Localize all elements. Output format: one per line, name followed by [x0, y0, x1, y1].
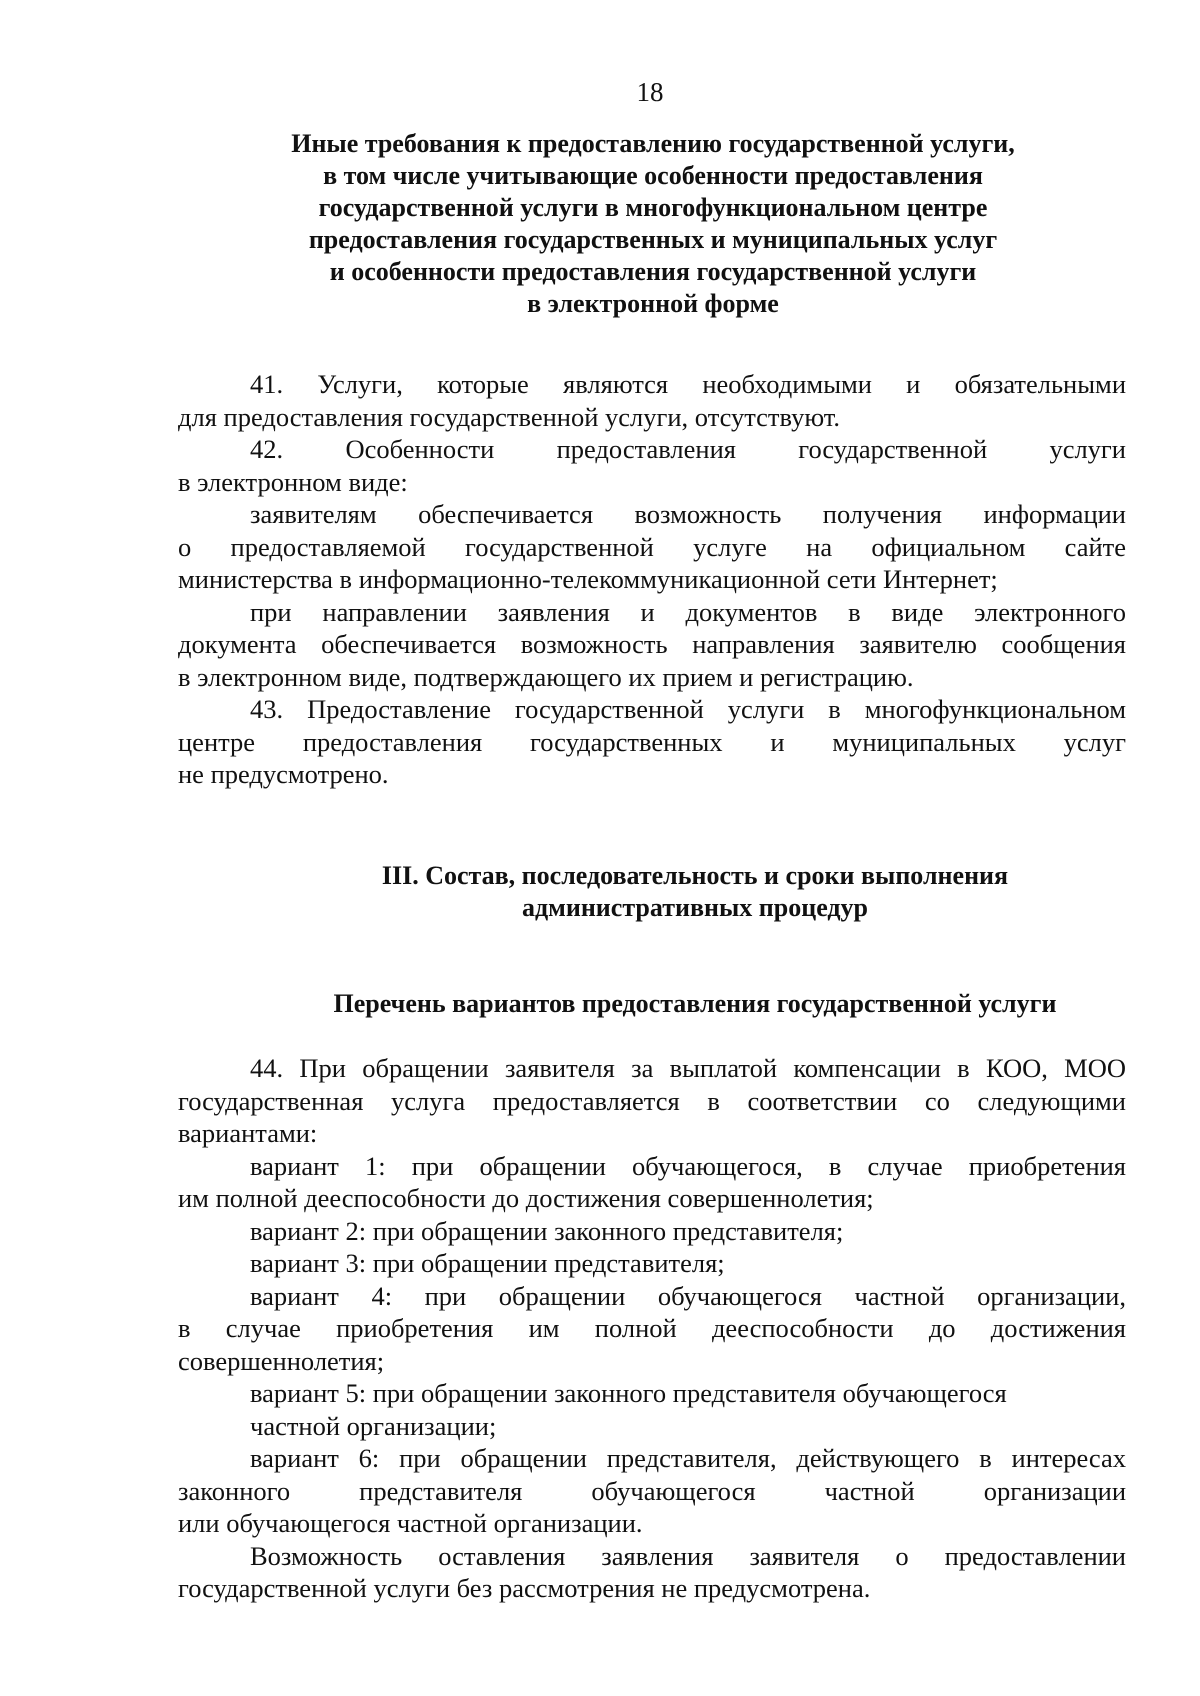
- text-line: при направлении заявления и документов в виде электронного: [250, 596, 1126, 627]
- variant-3: [178, 1247, 1126, 1280]
- text-line: министерства в информационно-телекоммуникационной сети Интернет;: [178, 564, 998, 594]
- text-line: не предусмотрено.: [178, 759, 389, 789]
- heading-line: государственной услуги в многофункциональном центре: [318, 193, 988, 222]
- text-line: о предоставляемой государственной услуге на официальном сайте: [178, 531, 1126, 562]
- text-line: вариант 5: при обращении законного представителя обучающегося: [250, 1378, 1007, 1408]
- heading-line: III. Состав, последовательность и сроки выполнения: [381, 861, 1009, 890]
- text-line: вариантами:: [178, 1118, 318, 1148]
- heading-line: в том числе учитывающие особенности предоставления: [323, 161, 983, 190]
- text-line: частной организации;: [250, 1410, 497, 1441]
- variant-4: [178, 1280, 1126, 1378]
- variant-1: [178, 1150, 1126, 1215]
- paragraph-42-a: [178, 498, 1126, 596]
- text-line: в случае приобретения им полной дееспособности до достижения: [178, 1313, 1126, 1343]
- text-line: в электронном виде, подтверждающего их прием и регистрацию.: [178, 661, 914, 692]
- text-line: или обучающегося частной организации.: [178, 1508, 643, 1538]
- text-line: заявителям обеспечивается возможность получения информации: [250, 499, 1126, 529]
- heading-line: Иные требования к предоставлению государственной услуги,: [291, 129, 1015, 158]
- text-line: им полной дееспособности до достижения совершеннолетия;: [178, 1183, 874, 1213]
- text-line: 43. Предоставление государственной услуги в многофункциональном: [250, 694, 1126, 724]
- section-body-1: [178, 368, 1126, 791]
- section-heading-variants: [200, 988, 1190, 1020]
- paragraph-44: [178, 1052, 1126, 1150]
- paragraph-42: [178, 433, 1126, 498]
- section-heading-other-requirements: [178, 128, 1128, 320]
- variant-6: [178, 1442, 1126, 1540]
- paragraph-43: [178, 693, 1126, 791]
- heading-line: административных процедур: [521, 893, 869, 922]
- text-line: для предоставления государственной услуги, отсутствуют.: [178, 401, 841, 432]
- paragraph-41: [178, 368, 1126, 433]
- section-body-2: [178, 1052, 1126, 1605]
- text-line: вариант 6: при обращении представителя, действующего в интересах: [250, 1443, 1126, 1473]
- heading-line: и особенности предоставления государственной услуги: [329, 257, 977, 286]
- text-line: центре предоставления государственных и муниципальных услуг: [178, 726, 1126, 757]
- text-line: государственная услуга предоставляется в соответствии со следующими: [178, 1085, 1126, 1116]
- text-line: вариант 1: при обращении обучающегося, в случае приобретения: [250, 1150, 1126, 1181]
- text-line: в электронном виде:: [178, 466, 408, 497]
- heading-line: предоставления государственных и муниципальных услуг: [308, 225, 998, 254]
- text-line: законного представителя обучающегося частной организации: [178, 1475, 1126, 1506]
- text-line: 42. Особенности предоставления государственной услуги: [250, 434, 1126, 464]
- text-line: вариант 2: при обращении законного представителя;: [250, 1215, 844, 1246]
- text-line: вариант 3: при обращении представителя;: [250, 1248, 725, 1278]
- variant-2: [178, 1215, 1126, 1248]
- text-line: 41. Услуги, которые являются необходимыми и обязательными: [250, 369, 1126, 399]
- paragraph-42-b: [178, 596, 1126, 694]
- variant-5: [178, 1377, 1126, 1442]
- text-line: государственной услуги без рассмотрения не предусмотрена.: [178, 1573, 871, 1603]
- section-heading-iii: [200, 860, 1190, 924]
- text-line: совершеннолетия;: [178, 1345, 385, 1376]
- text-line: вариант 4: при обращении обучающегося частной организации,: [250, 1280, 1126, 1311]
- paragraph-final: [178, 1540, 1126, 1605]
- heading-line: Перечень вариантов предоставления государственной услуги: [333, 989, 1057, 1018]
- text-line: Возможность оставления заявления заявителя о предоставлении: [250, 1540, 1126, 1571]
- text-line: 44. При обращении заявителя за выплатой компенсации в КОО, МОО: [250, 1053, 1126, 1083]
- page-number: 18: [636, 77, 664, 107]
- text-line: документа обеспечивается возможность направления заявителю сообщения: [178, 629, 1126, 659]
- heading-line: в электронной форме: [527, 289, 779, 318]
